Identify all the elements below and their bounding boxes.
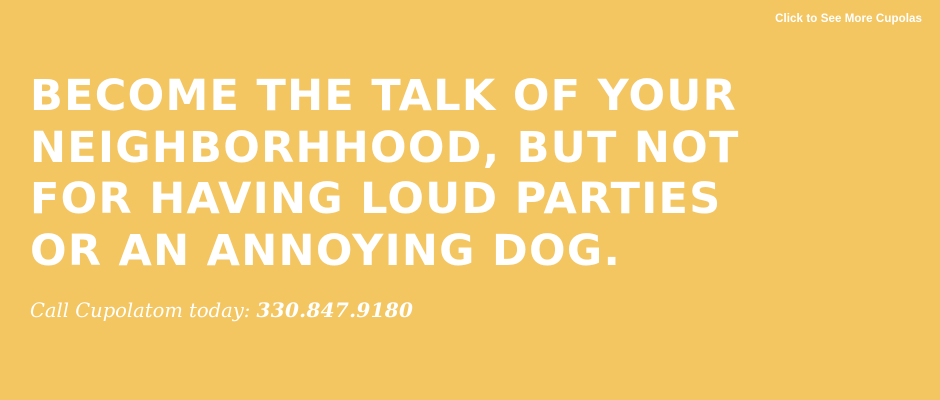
see-more-cupolas-link[interactable]: Click to See More Cupolas: [775, 13, 922, 25]
phone-number: 330.847.9180: [256, 298, 414, 322]
call-to-action: [30, 298, 413, 322]
headline-line-4: OR AN ANNOYING DOG.: [30, 225, 622, 276]
headline-line-3: FOR HAVING LOUD PARTIES: [30, 174, 722, 224]
headline-line-1: BECOME THE TALK OF YOUR: [30, 71, 738, 121]
cta-prefix: Call Cupolatom today:: [30, 299, 251, 322]
headline: [30, 71, 890, 277]
headline-line-2: NEIGHBORHHOOD, BUT NOT: [30, 122, 740, 173]
